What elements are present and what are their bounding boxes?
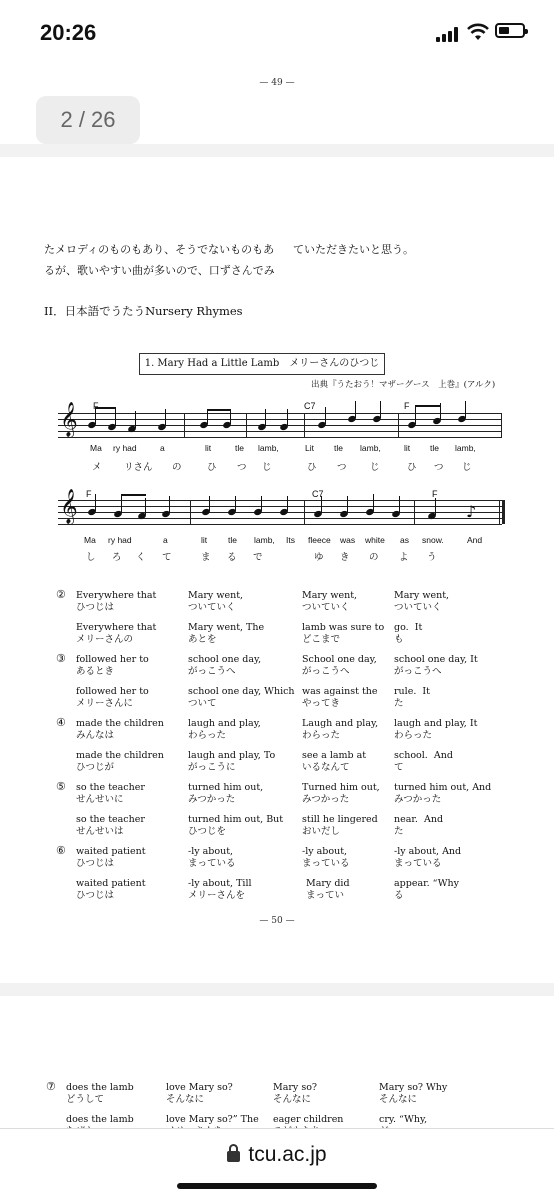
verse-cell: see a lamb at いるなんて [302,750,367,773]
kana-lyric: じ [462,462,472,473]
verse-cell: school one day, Which ついて [188,686,295,709]
song-title: 1. Mary Had a Little Lamb メリーさんのひつじ [139,353,385,375]
kana-lyric: ま [201,552,211,563]
lyric: lamb, [258,443,279,453]
verse-number: ⑦ [46,1080,56,1093]
chord-label: F [86,489,92,499]
verse-cell: Mary so? そんなに [273,1082,318,1105]
verse-cell: Mary went, ついていく [394,590,450,613]
verse-cell: cry. “Why, [379,1114,428,1125]
verse-cell: does the lamb どうして [66,1082,134,1105]
kana-lyric: つ [237,462,247,473]
eighth-note-icon: ♪ [466,502,477,521]
verse-cell: made the children ひつじが [76,750,164,773]
cellular-signal-icon [436,26,462,42]
kana-lyric: よ [399,552,409,563]
verse-cell: laugh and play, わらった [188,718,261,741]
lyric: tle [430,443,439,453]
chord-label: F [432,489,438,499]
verse-cell: laugh and play, It わらった [394,718,478,741]
verse-cell: School one day, がっこうへ [302,654,377,677]
kana-lyric: ひ [207,462,217,473]
kana-lyric: う [427,552,437,563]
lyric: lit [201,535,208,545]
chord-label: C7 [312,489,324,499]
verse-cell: Everywhere that メリーさんの [76,622,157,645]
url-text: tcu.ac.jp [248,1143,327,1166]
kana-lyric: る [227,552,237,563]
kana-lyric: ろ [112,552,122,563]
lyric: tle [235,443,244,453]
lyric: Ma [90,443,102,453]
wifi-icon [466,22,490,42]
lyric: ry had [108,535,132,545]
verse-cell: turned him out, And みつかった [394,782,492,805]
status-time: 20:26 [40,20,97,45]
verse-cell: near. And た [394,814,444,837]
verse-cell: rule. It た [394,686,430,709]
verse-cell: -ly about, And まっている [394,846,462,869]
lyric: lit [205,443,212,453]
kana-lyric: て [162,552,172,563]
chord-label: F [404,401,410,411]
verse-cell: school. And て [394,750,453,773]
verse-cell: Mary did まってい [306,878,350,901]
browser-address-bar[interactable] [0,1128,554,1201]
verse-cell: still he lingered おいだし [302,814,378,837]
song-source: 出典『うたおう！マザーグース 上巻』(アルク) [311,380,496,390]
lyric: And [467,535,483,545]
lyric: white [365,535,385,545]
verse-cell: waited patient ひつじは [76,846,146,869]
page-number: — 50 — [259,916,295,926]
status-bar [0,0,554,64]
lock-icon [227,1151,240,1162]
treble-clef-icon: 𝄞 [60,489,78,524]
verse-cell: school one day, It がっこうへ [394,654,478,677]
kana-lyric: ひ [407,462,417,473]
verse-cell: so the teacher せんせいに [76,782,145,805]
kana-lyric: じ [262,462,272,473]
verse-cell: Mary so? Why そんなに [379,1082,448,1105]
verse-cell: followed her to あるとき [76,654,149,677]
lyric: ry had [113,443,137,453]
kana-lyric: し [86,552,96,563]
verse-cell: laugh and play, To がっこうに [188,750,276,773]
verse-cell: waited patient ひつじは [76,878,146,901]
verse-cell: turned him out, みつかった [188,782,264,805]
home-indicator[interactable] [177,1183,377,1189]
lyric: tle [334,443,343,453]
verse-number: ④ [56,716,66,729]
lyric: a [163,535,168,545]
battery-icon [495,23,525,38]
body-text-left-1: たメロディのものもあり、そうでないものもあ [44,243,275,256]
lyric: Ma [84,535,96,545]
kana-lyric: の [369,552,379,563]
verse-number: ② [56,588,66,601]
section-heading: II．日本語でうたうNursery Rhymes [44,304,243,318]
verse-cell: appear. “Why る [394,878,460,901]
lyric: fleece [308,535,331,545]
kana-lyric: リさん [124,462,153,473]
lyric: lamb, [360,443,381,453]
verse-cell: Turned him out, みつかった [302,782,380,805]
verse-cell: followed her to メリーさんに [76,686,149,709]
kana-lyric: き [340,552,350,563]
verse-cell: was against the やってき [302,686,378,709]
verse-number: ⑥ [56,844,66,857]
lyric: lamb, [455,443,476,453]
lyric: Its [286,535,295,545]
verse-cell: turned him out, But ひつじを [188,814,284,837]
page-number: — 49 — [259,78,295,88]
kana-lyric: ゆ [314,552,324,563]
verse-cell: school one day, がっこうへ [188,654,262,677]
lyric: Lit [305,443,314,453]
kana-lyric: つ [434,462,444,473]
verse-number: ③ [56,652,66,665]
kana-lyric: で [253,552,263,563]
verse-cell: made the children みんなは [76,718,164,741]
kana-lyric: の [172,462,182,473]
verse-cell: lamb was sure to どこまで [302,622,385,645]
lyric: tle [228,535,237,545]
verse-cell: -ly about, まっている [188,846,236,869]
verse-cell: -ly about, まっている [302,846,350,869]
page-indicator[interactable]: 2 / 26 [36,96,140,144]
lyric: a [160,443,165,453]
kana-lyric: メ [92,462,102,473]
verse-cell: so the teacher せんせいは [76,814,145,837]
kana-lyric: つ [337,462,347,473]
lyric: lamb, [254,535,275,545]
verse-number: ⑤ [56,780,66,793]
chord-label: F [93,401,99,411]
verse-cell: Laugh and play, わらった [302,718,379,741]
kana-lyric: じ [370,462,380,473]
chord-label: C7 [304,401,316,411]
verse-cell: eager children [273,1114,344,1125]
verse-cell: Mary went, ついていく [188,590,244,613]
verse-cell: go. It も [394,622,423,645]
lyric: snow. [422,535,444,545]
lyric: was [340,535,356,545]
url-display[interactable] [0,1143,554,1167]
kana-lyric: く [136,552,146,563]
treble-clef-icon: 𝄞 [60,402,78,437]
lyric: as [400,535,409,545]
verse-cell: -ly about, Till メリーさんを [188,878,252,901]
verse-cell: Mary went, ついていく [302,590,358,613]
kana-lyric: ひ [307,462,317,473]
body-text-left-2: るが、歌いやすい曲が多いので、口ずさんでみ [44,264,275,277]
verse-cell: Everywhere that ひつじは [76,590,157,613]
lyric: lit [404,443,411,453]
body-text-right: ていただきたいと思う。 [293,243,414,256]
verse-cell: Mary went, The あとを [188,622,265,645]
verse-cell: love Mary so?” The [166,1114,259,1125]
verse-cell: love Mary so? そんなに [166,1082,233,1105]
verse-cell: does the lamb [66,1114,134,1125]
